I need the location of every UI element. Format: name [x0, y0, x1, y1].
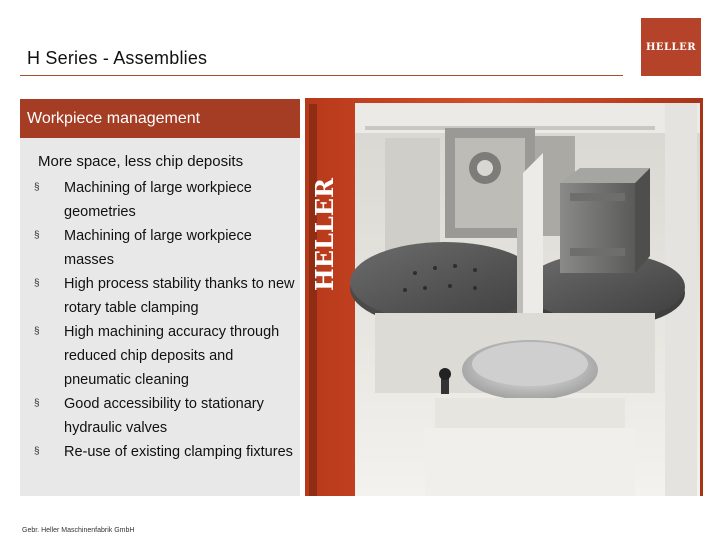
bullet-item [30, 392, 295, 440]
machine-frame-label: HELLER [310, 178, 339, 291]
bullet-item [30, 176, 295, 224]
bullet-list [30, 176, 295, 464]
title-divider [20, 75, 623, 76]
bullet-marker: § [34, 446, 40, 457]
page-title: H Series - Assemblies [27, 48, 208, 68]
bullet-marker: § [34, 278, 40, 289]
bullet-text: Good accessibility to stationary hydraulic valves [64, 396, 264, 436]
machine-photo [305, 98, 703, 496]
logo-text: HELLER [645, 41, 697, 53]
bullet-marker: § [34, 326, 40, 337]
bullet-item [30, 440, 295, 464]
heller-logo [641, 18, 701, 76]
bullet-text: Machining of large workpiece masses [64, 228, 252, 268]
bullet-text: High process stability thanks to new rotary table clamping [64, 276, 295, 316]
bullet-text: Machining of large workpiece geometries [64, 180, 252, 220]
bullet-text: High machining accuracy through reduced chip deposits and pneumatic cleaning [64, 324, 280, 388]
bullet-item [30, 272, 295, 320]
bullet-item [30, 224, 295, 272]
machine-illustration [305, 98, 703, 496]
footer-company: Gebr. Heller Maschinenfabrik GmbH [22, 527, 135, 534]
bullet-marker: § [34, 398, 40, 409]
bullet-text: Re-use of existing clamping fixtures [64, 444, 293, 460]
bullet-marker: § [34, 182, 40, 193]
bullet-marker: § [34, 230, 40, 241]
section-header-bar [20, 99, 300, 138]
bullet-item [30, 320, 295, 392]
section-subheading: More space, less chip deposits [38, 153, 244, 170]
section-title: Workpiece management [27, 109, 201, 127]
